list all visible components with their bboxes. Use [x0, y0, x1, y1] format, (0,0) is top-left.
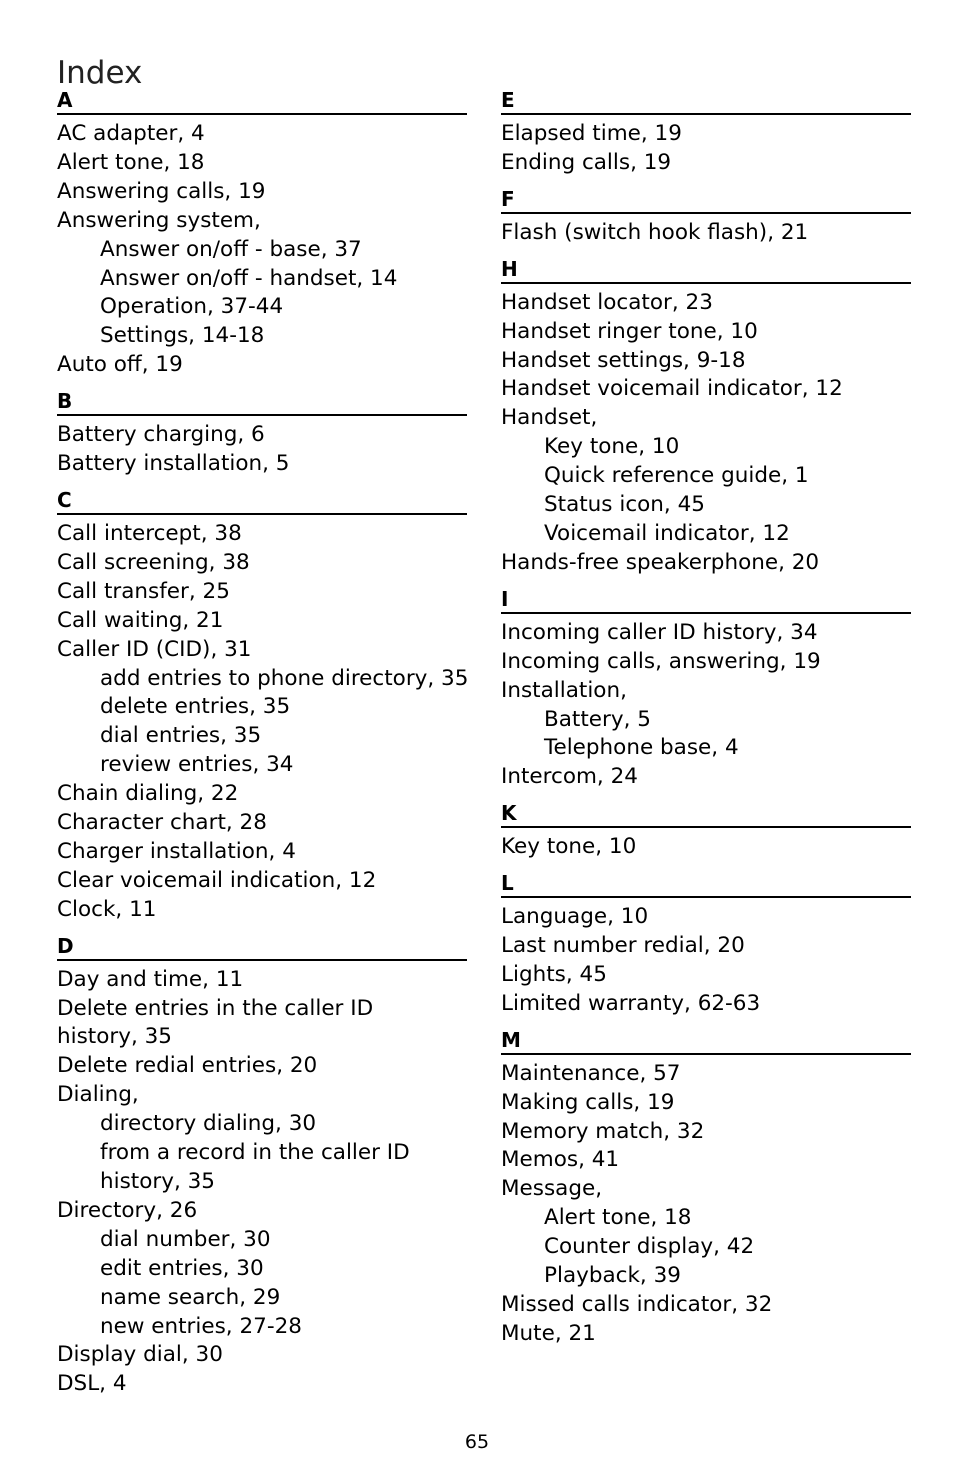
index-entry: Incoming calls, answering, 19	[501, 648, 821, 674]
index-entry: Clock, 11	[57, 896, 157, 922]
index-section-k	[501, 799, 911, 862]
index-subentry: Telephone base, 4	[544, 735, 739, 761]
index-entry: Auto off, 19	[57, 352, 183, 378]
index-entry: Call waiting, 21	[57, 607, 224, 633]
index-entry: Charger installation, 4	[57, 838, 296, 864]
index-subentry: new entries, 27-28	[100, 1313, 302, 1339]
section-letter-heading: D	[57, 932, 467, 961]
index-entry: history, 35	[57, 1024, 172, 1050]
section-letter-heading: E	[501, 86, 911, 115]
index-entry: Memos, 41	[501, 1147, 620, 1173]
index-entry: Battery installation, 5	[57, 451, 290, 477]
section-letter-heading: B	[57, 387, 467, 416]
index-entry: Making calls, 19	[501, 1089, 675, 1115]
section-letter-heading: H	[501, 255, 911, 284]
index-entry: Memory match, 32	[501, 1118, 705, 1144]
index-entry: Mute, 21	[501, 1320, 596, 1346]
index-subentry: from a record in the caller ID	[100, 1140, 410, 1166]
section-letter-heading: K	[501, 799, 911, 828]
index-subentry: Operation, 37-44	[100, 294, 284, 320]
index-entry: Intercom, 24	[501, 764, 638, 790]
index-entry: Missed calls indicator, 32	[501, 1292, 773, 1317]
index-subentry: directory dialing, 30	[100, 1111, 317, 1137]
index-subentry: Answer on/off - handset, 14	[100, 265, 398, 291]
index-section-e	[501, 86, 911, 178]
index-entry: Maintenance, 57	[501, 1060, 681, 1086]
index-entry: Key tone, 10	[501, 834, 637, 860]
index-entry: Call intercept, 38	[57, 520, 242, 546]
index-entry: Battery charging, 6	[57, 422, 265, 448]
section-letter-heading: I	[501, 585, 911, 614]
index-subentry: Settings, 14-18	[100, 323, 265, 349]
index-subentry: Counter display, 42	[544, 1234, 755, 1260]
index-entry: Delete redial entries, 20	[57, 1053, 318, 1079]
index-subentry: delete entries, 35	[100, 694, 291, 720]
index-entry: Hands-free speakerphone, 20	[501, 549, 820, 575]
index-entry: Clear voicemail indication, 12	[57, 867, 377, 893]
index-entry: Display dial, 30	[57, 1342, 223, 1368]
index-entry: Elapsed time, 19	[501, 121, 682, 146]
index-section-d	[57, 932, 467, 1400]
index-entry: Limited warranty, 62-63	[501, 990, 761, 1016]
index-entry: Handset voicemail indicator, 12	[501, 376, 843, 402]
index-entry: Character chart, 28	[57, 810, 267, 836]
section-letter-heading: M	[501, 1026, 911, 1055]
section-letter-heading: L	[501, 869, 911, 898]
index-subentry: dial number, 30	[100, 1226, 271, 1252]
index-entry: Call screening, 38	[57, 549, 250, 575]
index-entry: Language, 10	[501, 904, 649, 930]
index-entry: Lights, 45	[501, 961, 607, 987]
index-section-m	[501, 1026, 911, 1349]
index-entry: Incoming caller ID history, 34	[501, 619, 818, 645]
page-title: Index	[57, 54, 143, 91]
index-entry: Last number redial, 20	[501, 933, 745, 959]
index-entry: AC adapter, 4	[57, 121, 205, 146]
index-subentry: Answer on/off - base, 37	[100, 236, 362, 262]
index-section-c	[57, 486, 467, 925]
index-subentry: name search, 29	[100, 1284, 281, 1310]
index-entry: Day and time, 11	[57, 966, 244, 992]
index-entry: Answering system,	[57, 207, 261, 233]
index-section-a	[57, 86, 467, 380]
index-entry: Chain dialing, 22	[57, 781, 239, 807]
index-column-right	[501, 86, 911, 1349]
index-subentry: Quick reference guide, 1	[544, 463, 809, 489]
index-entry: Flash (switch hook flash), 21	[501, 219, 809, 245]
index-subentry: Key tone, 10	[544, 434, 680, 460]
section-letter-heading: C	[57, 486, 467, 515]
index-subentry: edit entries, 30	[100, 1255, 264, 1281]
section-letter-heading: F	[501, 185, 911, 214]
index-subentry: Status icon, 45	[544, 492, 705, 518]
index-subentry: dial entries, 35	[100, 723, 262, 749]
index-entry: Dialing,	[57, 1082, 139, 1108]
index-subentry: Playback, 39	[544, 1263, 681, 1289]
index-subentry: history, 35	[100, 1169, 215, 1194]
index-entry: Handset ringer tone, 10	[501, 318, 758, 344]
index-entry: Answering calls, 19	[57, 178, 266, 204]
index-entry: Message,	[501, 1176, 603, 1202]
index-entry: Handset,	[501, 405, 598, 431]
index-subentry: Voicemail indicator, 12	[544, 520, 790, 546]
index-subentry: review entries, 34	[100, 752, 294, 778]
index-entry: Caller ID (CID), 31	[57, 636, 252, 662]
index-entry: Handset locator, 23	[501, 289, 713, 315]
index-entry: Installation,	[501, 677, 627, 703]
index-section-i	[501, 585, 911, 792]
page-number: 65	[464, 1431, 490, 1453]
index-subentry: Alert tone, 18	[544, 1205, 692, 1231]
index-section-f	[501, 185, 911, 248]
index-section-l	[501, 869, 911, 1019]
index-entry: DSL, 4	[57, 1371, 127, 1397]
index-section-b	[57, 387, 467, 479]
index-entry: Ending calls, 19	[501, 149, 672, 175]
index-entry: Call transfer, 25	[57, 578, 230, 604]
index-column-left	[57, 86, 467, 1399]
section-letter-heading: A	[57, 86, 467, 115]
index-entry: Alert tone, 18	[57, 149, 205, 175]
index-section-h	[501, 255, 911, 578]
index-entry: Delete entries in the caller ID	[57, 995, 374, 1021]
index-entry: Directory, 26	[57, 1197, 198, 1223]
index-subentry: Battery, 5	[544, 706, 651, 732]
index-subentry: add entries to phone directory, 35	[100, 665, 469, 691]
index-entry: Handset settings, 9-18	[501, 347, 746, 373]
